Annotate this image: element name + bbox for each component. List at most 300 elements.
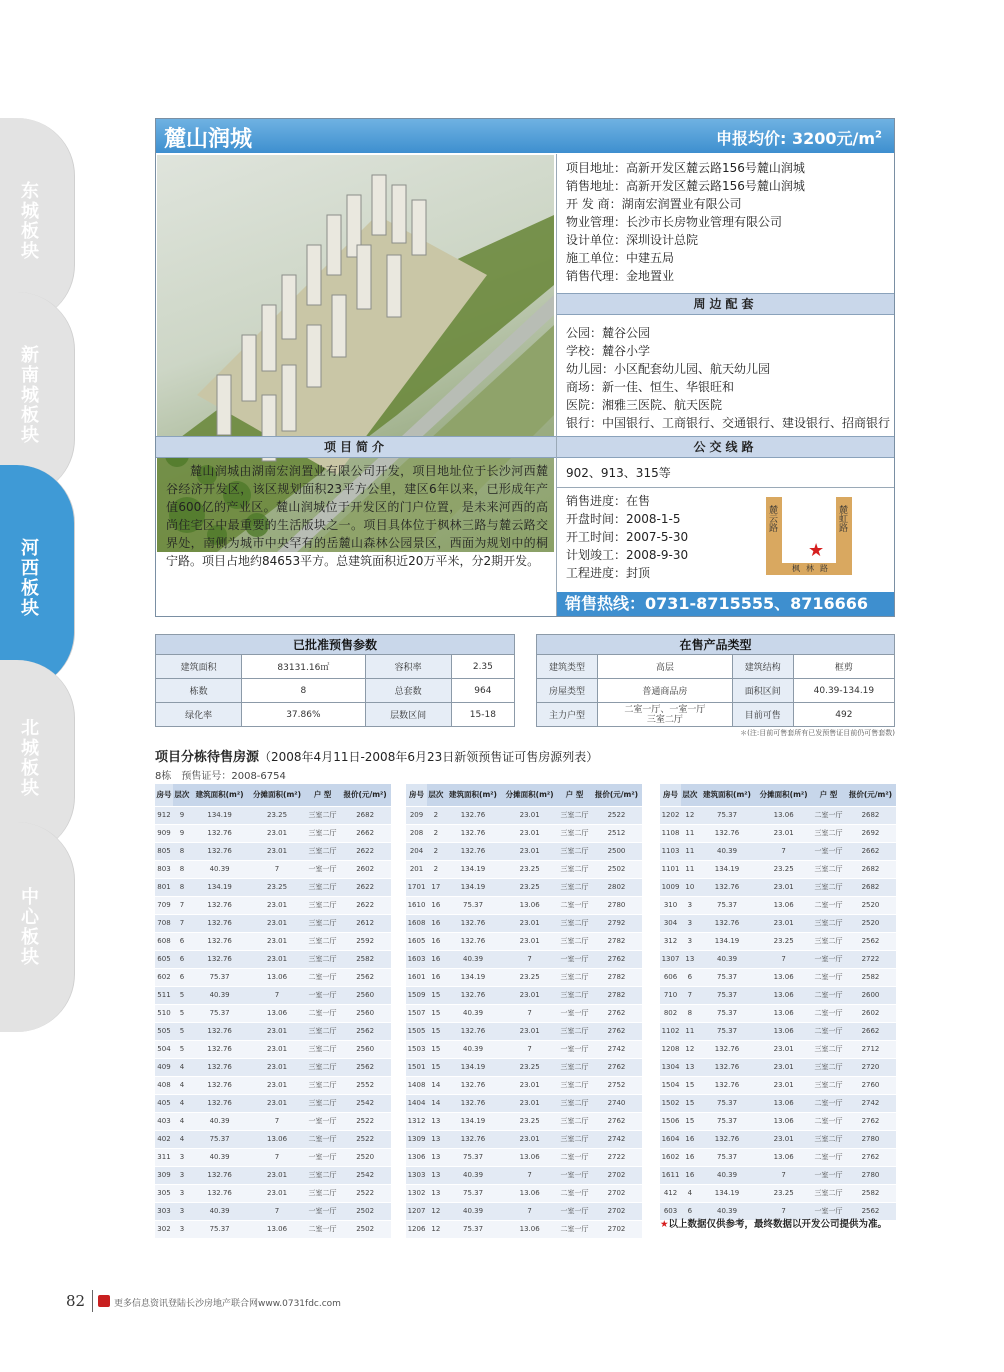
table-cell: 23.25	[501, 878, 558, 896]
table-cell: 2742	[591, 1130, 642, 1148]
table-cell: 2682	[339, 806, 391, 824]
table-cell: 40.39	[191, 1112, 248, 1130]
table-cell: 2762	[591, 1058, 642, 1076]
table-row	[660, 950, 896, 968]
table-cell: 一室一厅	[306, 1202, 340, 1220]
table-cell: 5	[173, 1022, 191, 1040]
table-cell: 2702	[591, 1202, 642, 1220]
table-cell: 1504	[660, 1076, 681, 1094]
table-row	[660, 968, 896, 986]
table-cell: 201	[406, 860, 427, 878]
project-card	[155, 118, 895, 617]
table-cell: 75.37	[699, 986, 756, 1004]
table-cell: 15	[681, 1076, 699, 1094]
table-cell: 9	[173, 824, 191, 842]
table-cell: 13.06	[755, 806, 812, 824]
table-cell: 1312	[406, 1112, 427, 1130]
table-cell: 23.01	[248, 1040, 305, 1058]
table-cell: 709	[155, 896, 173, 914]
column-header: 户 型	[306, 784, 340, 806]
table-row	[155, 878, 391, 896]
table-cell: 三室二厅	[306, 896, 340, 914]
table-cell: 13.06	[755, 1112, 812, 1130]
table-cell: 2512	[591, 824, 642, 842]
table-cell: 3	[173, 1166, 191, 1184]
side-tab-hexi[interactable]	[0, 465, 75, 690]
table-cell: 2780	[591, 896, 642, 914]
table-cell: 二室一厅	[306, 1130, 340, 1148]
table-cell: 三室二厅	[558, 1130, 591, 1148]
table-row	[406, 1004, 642, 1022]
table-cell: 1103	[660, 842, 681, 860]
table-cell: 二室一厅、一室一厅 三室二厅	[597, 703, 732, 727]
table-cell: 412	[660, 1184, 681, 1202]
table-cell: 7	[501, 1004, 558, 1022]
table-cell: 三室二厅	[306, 1076, 340, 1094]
table-row	[660, 914, 896, 932]
table-cell: 2612	[339, 914, 391, 932]
side-tab-label: 北城板块	[18, 717, 39, 798]
table-cell: 2780	[845, 1166, 896, 1184]
table-cell: 132.76	[191, 950, 248, 968]
table-cell: 13	[427, 1148, 445, 1166]
column-header: 层次	[173, 784, 191, 806]
table-cell: 602	[155, 968, 173, 986]
table-cell: 一室一厅	[812, 1166, 845, 1184]
table-row	[660, 1130, 896, 1148]
table-cell: 一室一厅	[306, 860, 340, 878]
table-cell: 2762	[591, 1022, 642, 1040]
column-header: 层次	[427, 784, 445, 806]
disclaimer-text: 以上数据仅供参考，最终数据以开发公司提供为准。	[668, 1219, 888, 1230]
map-road-left-label: 麓云路	[767, 505, 777, 532]
table-cell: 132.76	[191, 1184, 248, 1202]
table-cell: 1309	[406, 1130, 427, 1148]
table-cell: 2	[427, 806, 445, 824]
table-cell: 11	[681, 842, 699, 860]
table-cell: 三室二厅	[306, 1040, 340, 1058]
table-cell: 1701	[406, 878, 427, 896]
info-line: 施工单位：中建五局	[566, 251, 675, 265]
surroundings-header: 周边配套	[557, 293, 894, 315]
table-cell: 7	[501, 950, 558, 968]
table-cell: 23.01	[755, 878, 812, 896]
table-cell: 305	[155, 1184, 173, 1202]
products-header: 在售产品类型	[537, 635, 895, 655]
table-cell: 2562	[339, 1022, 391, 1040]
table-cell: 2802	[591, 878, 642, 896]
table-cell: 23.01	[248, 1022, 305, 1040]
table-row	[660, 1022, 896, 1040]
table-row	[155, 824, 391, 842]
column-header: 报价(元/m²)	[845, 784, 896, 806]
table-cell: 三室二厅	[812, 878, 845, 896]
listing-title-line	[155, 746, 598, 765]
table-cell: 3	[681, 896, 699, 914]
table-cell: 23.25	[755, 932, 812, 950]
table-row	[406, 914, 642, 932]
table-cell: 75.37	[191, 968, 248, 986]
table-cell: 2720	[845, 1058, 896, 1076]
table-cell: 40.39	[191, 986, 248, 1004]
table-cell: 栋数	[156, 679, 242, 703]
progress-line: 工程进度：封顶	[566, 566, 651, 580]
bus-header: 公交线路	[557, 436, 894, 458]
table-cell: 13.06	[755, 986, 812, 1004]
listing-subtitle: （2008年4月11日-2008年6月23日新领预售证可售房源列表）	[259, 750, 599, 764]
table-cell: 11	[681, 824, 699, 842]
info-line: 物业管理：长沙市长房物业管理有限公司	[566, 215, 783, 229]
table-row	[406, 1040, 642, 1058]
column-header: 房号	[155, 784, 173, 806]
site-logo-icon	[98, 1295, 110, 1307]
table-cell: 304	[660, 914, 681, 932]
table-cell: 13	[427, 1166, 445, 1184]
column-header: 房号	[406, 784, 427, 806]
table-cell: 12	[681, 1040, 699, 1058]
table-cell: 2522	[339, 1130, 391, 1148]
table-cell: 7	[501, 1166, 558, 1184]
table-cell: 75.37	[699, 1094, 756, 1112]
table-row	[660, 1112, 896, 1130]
info-line: 项目地址：高新开发区麓云路156号麓山润城	[566, 161, 805, 175]
table-cell: 134.19	[445, 860, 502, 878]
table-row	[660, 932, 896, 950]
table-cell: 总套数	[365, 679, 451, 703]
table-cell: 1202	[660, 806, 681, 824]
table-cell: 2742	[591, 1040, 642, 1058]
table-cell: 23.01	[501, 824, 558, 842]
table-cell: 2542	[339, 1166, 391, 1184]
table-cell: 2662	[845, 1022, 896, 1040]
table-row	[660, 896, 896, 914]
table-cell: 三室二厅	[558, 878, 591, 896]
page-number: 82	[66, 1292, 86, 1310]
table-row	[155, 1094, 391, 1112]
table-cell: 2762	[845, 1148, 896, 1166]
table-cell: 1506	[660, 1112, 681, 1130]
table-cell: 三室二厅	[558, 1058, 591, 1076]
table-cell: 23.01	[248, 950, 305, 968]
table-row	[537, 703, 895, 727]
bus-divider	[557, 487, 894, 488]
table-row	[155, 932, 391, 950]
table-cell: 6	[173, 950, 191, 968]
table-cell: 23.01	[755, 1058, 812, 1076]
table-cell: 302	[155, 1220, 173, 1238]
table-cell: 132.76	[699, 1076, 756, 1094]
table-cell: 目前可售	[732, 703, 793, 727]
table-row	[660, 1166, 896, 1184]
table-cell: 1404	[406, 1094, 427, 1112]
table-cell: 132.76	[699, 878, 756, 896]
sales-hotline: 销售热线：0731-8715555、8716666	[557, 592, 894, 616]
presale-header: 已批准预售参数	[156, 635, 515, 655]
table-cell: 7	[248, 986, 305, 1004]
surroundings-line: 银行：中国银行、工商银行、交通银行、建设银行、招商银行	[566, 416, 891, 430]
table-cell: 209	[406, 806, 427, 824]
table-cell: 132.76	[191, 1166, 248, 1184]
table-cell: 三室二厅	[306, 1058, 340, 1076]
table-cell: 2782	[591, 986, 642, 1004]
table-cell: 23.01	[501, 986, 558, 1004]
table-row	[406, 1166, 642, 1184]
table-cell: 1207	[406, 1202, 427, 1220]
table-cell: 132.76	[191, 1040, 248, 1058]
table-cell: 23.01	[755, 824, 812, 842]
table-cell: 2552	[339, 1076, 391, 1094]
table-cell: 4	[681, 1184, 699, 1202]
table-row	[156, 655, 515, 679]
table-cell: 23.25	[755, 860, 812, 878]
table-cell: 134.19	[191, 806, 248, 824]
table-cell: 15	[681, 1094, 699, 1112]
table-cell: 2522	[339, 1184, 391, 1202]
table-cell: 2	[427, 824, 445, 842]
table-cell: 二室一厅	[812, 986, 845, 1004]
table-cell: 4	[173, 1076, 191, 1094]
table-row	[406, 950, 642, 968]
table-cell: 3	[173, 1202, 191, 1220]
price-value: 3200元/m	[791, 129, 876, 148]
table-cell: 二室一厅	[306, 1004, 340, 1022]
table-cell: 75.37	[445, 1148, 502, 1166]
side-tab-label: 河西板块	[18, 537, 39, 618]
table-cell: 208	[406, 824, 427, 842]
listing-table	[406, 784, 642, 1239]
table-cell: 三室二厅	[558, 1022, 591, 1040]
table-cell: 4	[173, 1130, 191, 1148]
table-row	[155, 1022, 391, 1040]
table-cell: 2562	[339, 1058, 391, 1076]
table-cell: 16	[427, 950, 445, 968]
table-row	[406, 1094, 642, 1112]
table-row	[155, 1148, 391, 1166]
info-line: 销售地址：高新开发区麓云路156号麓山润城	[566, 179, 805, 193]
table-cell: 一室一厅	[558, 950, 591, 968]
table-cell: 建筑面积	[156, 655, 242, 679]
table-cell: 75.37	[191, 1130, 248, 1148]
table-cell: 2562	[845, 1202, 896, 1220]
table-row	[406, 1112, 642, 1130]
table-cell: 134.19	[445, 878, 502, 896]
table-cell: 3	[173, 1220, 191, 1238]
table-cell: 132.76	[191, 1094, 248, 1112]
progress-line: 计划竣工：2008-9-30	[566, 548, 689, 562]
table-cell: 134.19	[445, 1112, 502, 1130]
table-cell: 普通商品房	[597, 679, 732, 703]
table-cell: 803	[155, 860, 173, 878]
table-cell: 23.25	[501, 860, 558, 878]
table-cell: 11	[681, 1022, 699, 1040]
table-cell: 23.01	[248, 824, 305, 842]
table-cell: 132.76	[445, 1094, 502, 1112]
table-cell: 15	[427, 1040, 445, 1058]
table-cell: 1302	[406, 1184, 427, 1202]
disclaimer	[660, 1216, 887, 1230]
bus-lines: 902、913、315等	[566, 466, 671, 480]
table-cell: 2762	[591, 950, 642, 968]
table-cell: 7	[248, 1112, 305, 1130]
table-cell: 2520	[845, 914, 896, 932]
table-row	[406, 1202, 642, 1220]
column-header: 建筑面积(m²)	[445, 784, 502, 806]
table-cell: 492	[793, 703, 894, 727]
table-row	[660, 1184, 896, 1202]
table-cell: 12	[427, 1220, 445, 1238]
table-cell: 312	[660, 932, 681, 950]
table-cell: 2702	[591, 1166, 642, 1184]
table-cell: 容积率	[365, 655, 451, 679]
table-cell: 2752	[591, 1076, 642, 1094]
table-cell: 三室二厅	[558, 860, 591, 878]
table-cell: 2500	[591, 842, 642, 860]
table-cell: 608	[155, 932, 173, 950]
table-row	[537, 655, 895, 679]
table-cell: 132.76	[699, 824, 756, 842]
side-tab-label: 东城板块	[18, 180, 39, 261]
table-cell: 23.01	[501, 842, 558, 860]
side-tab-center[interactable]	[0, 822, 75, 1032]
table-cell: 7	[755, 1166, 812, 1184]
table-cell: 8	[173, 878, 191, 896]
table-cell: 三室二厅	[306, 878, 340, 896]
table-cell: 6	[173, 932, 191, 950]
table-cell: 15	[427, 1004, 445, 1022]
table-cell: 708	[155, 914, 173, 932]
table-cell: 一室一厅	[306, 1148, 340, 1166]
table-cell: 二室一厅	[558, 1184, 591, 1202]
table-cell: 15	[427, 1022, 445, 1040]
table-cell: 1009	[660, 878, 681, 896]
table-cell: 三室二厅	[558, 842, 591, 860]
table-cell: 132.76	[445, 1130, 502, 1148]
table-cell: 134.19	[699, 932, 756, 950]
table-cell: 13.06	[755, 1148, 812, 1166]
progress-list	[566, 492, 688, 582]
table-cell: 二室一厅	[812, 1112, 845, 1130]
table-cell: 2560	[339, 986, 391, 1004]
table-cell: 15	[427, 986, 445, 1004]
table-cell: 3	[681, 914, 699, 932]
table-cell: 层数区间	[365, 703, 451, 727]
table-cell: 三室二厅	[812, 1058, 845, 1076]
table-cell: 8	[681, 1004, 699, 1022]
table-cell: 2622	[339, 878, 391, 896]
table-cell: 2522	[339, 1112, 391, 1130]
table-row	[155, 860, 391, 878]
table-cell: 132.76	[191, 842, 248, 860]
table-cell: 132.76	[445, 914, 502, 932]
table-cell: 7	[755, 950, 812, 968]
table-cell: 2602	[845, 1004, 896, 1022]
table-cell: 二室一厅	[812, 1004, 845, 1022]
table-cell: 37.86%	[242, 703, 365, 727]
table-cell: 三室二厅	[306, 806, 340, 824]
table-cell: 1102	[660, 1022, 681, 1040]
table-cell: 1101	[660, 860, 681, 878]
table-cell: 132.76	[191, 1058, 248, 1076]
table-cell: 606	[660, 968, 681, 986]
table-cell: 40.39	[445, 1040, 502, 1058]
table-cell: 40.39	[191, 860, 248, 878]
table-cell: 2522	[591, 806, 642, 824]
table-cell: 二室一厅	[812, 1094, 845, 1112]
table-cell: 2792	[591, 914, 642, 932]
table-cell: 40.39-134.19	[793, 679, 894, 703]
table-row	[155, 896, 391, 914]
map-road-bottom-label: 枫林路	[792, 564, 834, 573]
table-row	[155, 986, 391, 1004]
table-cell: 13.06	[755, 896, 812, 914]
table-cell: 2662	[845, 842, 896, 860]
table-cell: 40.39	[191, 1202, 248, 1220]
map-road-right-label: 麓虹路	[837, 505, 847, 532]
table-cell: 三室二厅	[812, 914, 845, 932]
table-cell: 132.76	[699, 1040, 756, 1058]
presale-params-table	[155, 634, 515, 727]
table-cell: 二室一厅	[558, 1220, 591, 1238]
table-cell: 1502	[660, 1094, 681, 1112]
table-cell: 75.37	[699, 1004, 756, 1022]
table-cell: 2762	[591, 1112, 642, 1130]
table-row	[406, 1184, 642, 1202]
table-cell: 6	[681, 968, 699, 986]
surroundings-line: 商场：新一佳、恒生、华银旺和	[566, 380, 735, 394]
project-title: 麓山润城	[164, 127, 253, 152]
table-cell: 13.06	[248, 1130, 305, 1148]
table-cell: 912	[155, 806, 173, 824]
table-cell: 2682	[845, 806, 896, 824]
table-cell: 7	[173, 896, 191, 914]
table-cell: 1610	[406, 896, 427, 914]
table-row	[155, 1220, 391, 1238]
table-cell: 4	[173, 1112, 191, 1130]
table-cell: 12	[681, 806, 699, 824]
table-row	[406, 1076, 642, 1094]
table-cell: 二室一厅	[812, 1148, 845, 1166]
table-cell: 三室二厅	[306, 824, 340, 842]
table-cell: 2682	[845, 860, 896, 878]
table-cell: 134.19	[445, 968, 502, 986]
table-cell: 23.01	[501, 914, 558, 932]
table-cell: 13	[681, 1058, 699, 1076]
table-cell: 一室一厅	[558, 1004, 591, 1022]
table-header-row	[406, 784, 642, 806]
table-cell: 8	[173, 842, 191, 860]
table-row	[660, 1094, 896, 1112]
table-row	[660, 1148, 896, 1166]
intro-header: 项目简介	[156, 436, 556, 458]
table-cell: 三室二厅	[306, 1166, 340, 1184]
table-cell: 310	[660, 896, 681, 914]
table-cell: 三室二厅	[306, 950, 340, 968]
table-cell: 75.37	[445, 1220, 502, 1238]
table-cell: 1208	[660, 1040, 681, 1058]
table-cell: 二室一厅	[812, 1022, 845, 1040]
price-label: 申报均价:	[715, 129, 787, 148]
table-cell: 134.19	[191, 878, 248, 896]
table-cell: 23.01	[248, 1184, 305, 1202]
table-cell: 2782	[591, 968, 642, 986]
table-cell: 132.76	[445, 1022, 502, 1040]
table-cell: 964	[451, 679, 514, 703]
table-cell: 13.06	[501, 896, 558, 914]
table-cell: 909	[155, 824, 173, 842]
table-cell: 2782	[591, 932, 642, 950]
table-cell: 132.76	[699, 914, 756, 932]
table-row	[406, 932, 642, 950]
